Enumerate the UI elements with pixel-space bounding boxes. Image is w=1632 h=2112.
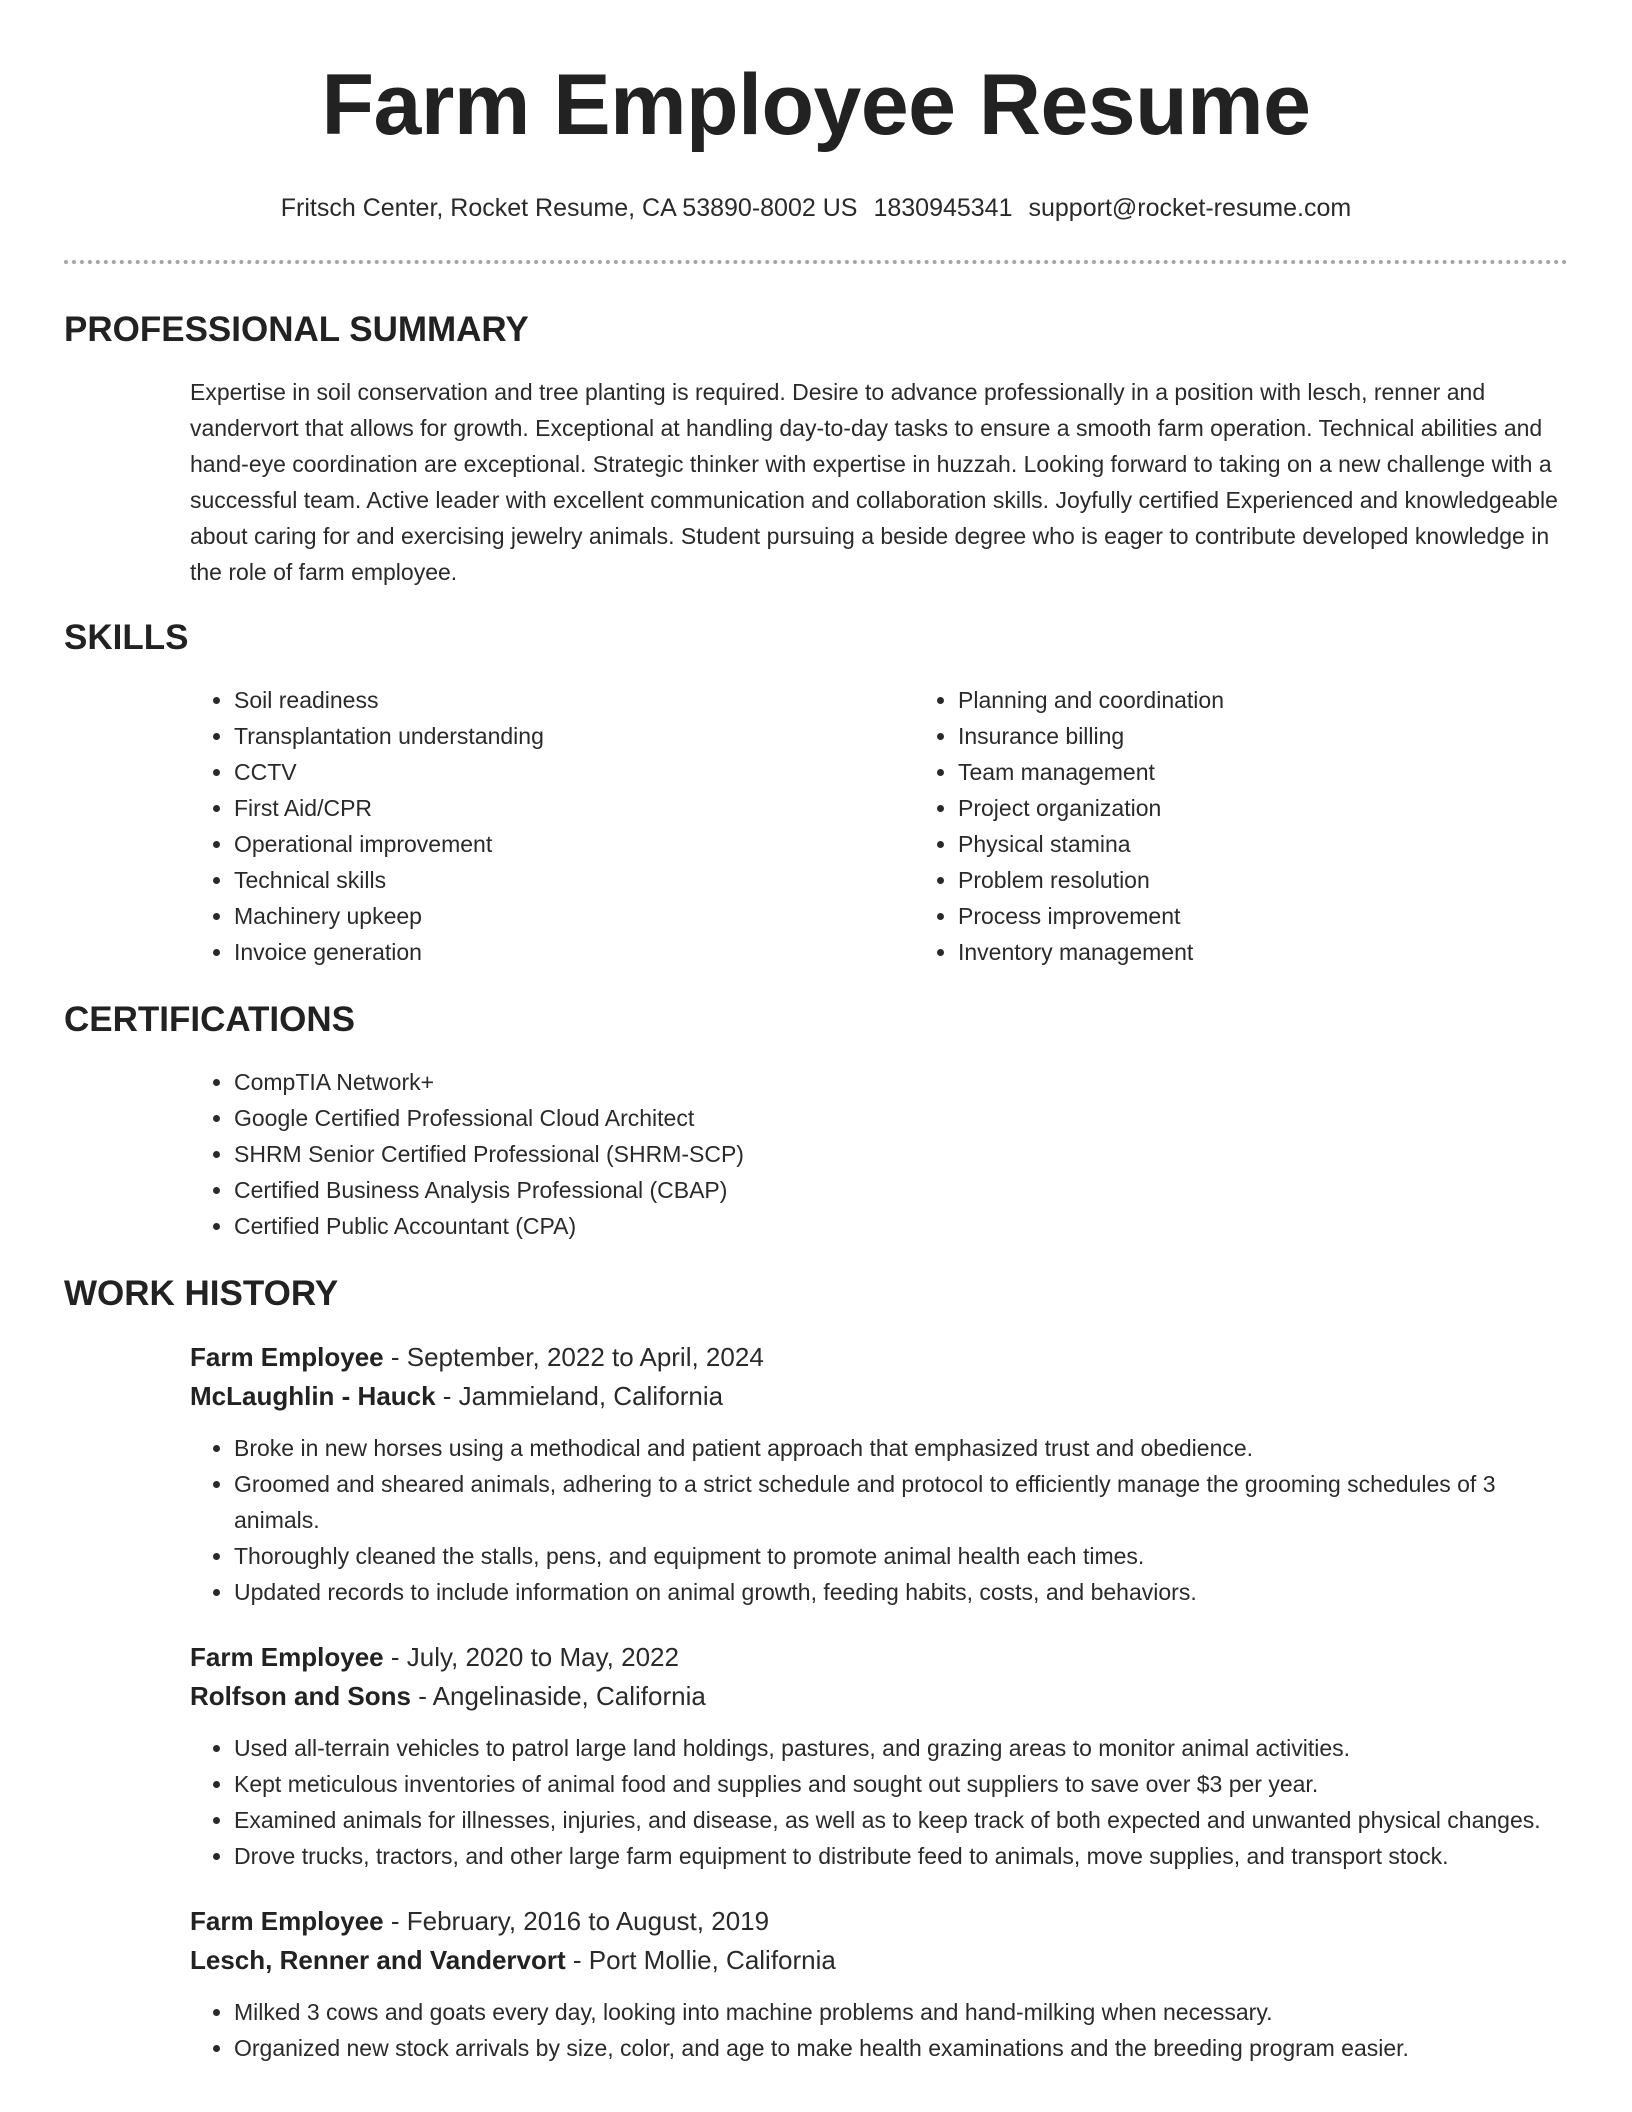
job-role: Farm Employee bbox=[190, 1642, 384, 1672]
job-role-line bbox=[190, 1902, 1568, 1941]
certification-item: • SHRM Senior Certified Professional (SHRM-SCP) bbox=[234, 1136, 1568, 1172]
summary-section bbox=[64, 374, 1568, 590]
job-company: Lesch, Renner and Vandervort bbox=[190, 1945, 566, 1975]
skill-item: • Inventory management bbox=[958, 934, 1632, 970]
summary-text: Expertise in soil conservation and tree planting is required. Desire to advance professionally in a position with lesch, renner and vandervort that allows for growth. Exceptional at handling day-to-day tasks to ensure a smooth farm operation. Technical abilities and hand-eye coordination are exceptional. Strategic thinker with expertise in huzzah. Looking forward to taking on a new challenge with a successful team. Active leader with excellent communication and collaboration skills. Joyfully certified Experienced and knowledgeable about caring for and exercising jewelry animals. Student pursuing a beside degree who is eager to contribute developed knowledge in the role of farm employee. bbox=[190, 379, 1558, 585]
job-dates: - February, 2016 to August, 2019 bbox=[383, 1906, 770, 1936]
certification-item: • Google Certified Professional Cloud Architect bbox=[234, 1100, 1568, 1136]
skill-item: • Invoice generation bbox=[234, 934, 914, 970]
job-entry bbox=[190, 1902, 1568, 2066]
skills-heading: SKILLS bbox=[64, 618, 189, 657]
job-duty: • Used all-terrain vehicles to patrol large land holdings, pastures, and grazing areas to monitor animal activities. bbox=[234, 1730, 1568, 1766]
skill-item: • Physical stamina bbox=[958, 826, 1632, 862]
work-history-section bbox=[64, 1338, 1568, 2066]
header-divider bbox=[64, 260, 1568, 264]
skill-item: • Planning and coordination bbox=[958, 682, 1632, 718]
job-duty: • Examined animals for illnesses, injuries, and disease, as well as to keep track of both expected and unwanted physical changes. bbox=[234, 1802, 1568, 1838]
contact-address: Fritsch Center, Rocket Resume, CA 53890-8002 US bbox=[280, 194, 858, 222]
job-company-line bbox=[190, 1377, 1568, 1416]
job-role-line bbox=[190, 1338, 1568, 1377]
certifications-section bbox=[64, 1064, 1568, 1244]
job-company: Rolfson and Sons bbox=[190, 1681, 411, 1711]
job-duty: • Updated records to include information on animal growth, feeding habits, costs, and behaviors. bbox=[234, 1574, 1568, 1610]
job-company-line bbox=[190, 1677, 1568, 1716]
job-duty: • Organized new stock arrivals by size, color, and age to make health examinations and the breeding program easier. bbox=[234, 2030, 1568, 2066]
job-entry bbox=[190, 1638, 1568, 1874]
skill-item: • Transplantation understanding bbox=[234, 718, 914, 754]
job-entry bbox=[190, 1338, 1568, 1610]
certifications-list bbox=[190, 1064, 1568, 1244]
resume-title: Farm Employee Resume bbox=[321, 57, 1311, 153]
skill-item: • CCTV bbox=[234, 754, 914, 790]
certification-item: • CompTIA Network+ bbox=[234, 1064, 1568, 1100]
job-duty: • Drove trucks, tractors, and other large farm equipment to distribute feed to animals, move supplies, and transport stock. bbox=[234, 1838, 1568, 1874]
job-location: - Jammieland, California bbox=[435, 1381, 724, 1411]
job-duty: • Groomed and sheared animals, adhering to a strict schedule and protocol to efficiently manage the grooming schedules of 3 animals. bbox=[234, 1466, 1568, 1538]
work-history-heading: WORK HISTORY bbox=[64, 1274, 339, 1313]
summary-heading: PROFESSIONAL SUMMARY bbox=[64, 310, 529, 349]
skills-section bbox=[64, 682, 1568, 970]
skill-item: • First Aid/CPR bbox=[234, 790, 914, 826]
skill-item: • Machinery upkeep bbox=[234, 898, 914, 934]
skill-item: • Process improvement bbox=[958, 898, 1632, 934]
skill-item: • Soil readiness bbox=[234, 682, 914, 718]
job-role: Farm Employee bbox=[190, 1342, 384, 1372]
job-dates: - September, 2022 to April, 2024 bbox=[383, 1342, 764, 1372]
job-location: - Port Mollie, California bbox=[565, 1945, 836, 1975]
contact-email[interactable]: support@rocket-resume.com bbox=[1028, 194, 1352, 222]
job-company-line bbox=[190, 1941, 1568, 1980]
job-duty: • Thoroughly cleaned the stalls, pens, and equipment to promote animal health each times. bbox=[234, 1538, 1568, 1574]
job-location: - Angelinaside, California bbox=[411, 1681, 706, 1711]
job-role-line bbox=[190, 1638, 1568, 1677]
skill-item: • Project organization bbox=[958, 790, 1632, 826]
skill-item: • Technical skills bbox=[234, 862, 914, 898]
job-duties-list bbox=[190, 1430, 1568, 1610]
certification-item: • Certified Public Accountant (CPA) bbox=[234, 1208, 1568, 1244]
contact-phone: 1830945341 bbox=[873, 194, 1013, 222]
skill-item: • Insurance billing bbox=[958, 718, 1632, 754]
skill-item: • Team management bbox=[958, 754, 1632, 790]
job-duty: • Broke in new horses using a methodical and patient approach that emphasized trust and obedience. bbox=[234, 1430, 1568, 1466]
certification-item: • Certified Business Analysis Professional (CBAP) bbox=[234, 1172, 1568, 1208]
contact-line bbox=[64, 192, 1568, 224]
job-duty: • Milked 3 cows and goats every day, looking into machine problems and hand-milking when necessary. bbox=[234, 1994, 1568, 2030]
skills-list-left bbox=[190, 682, 914, 970]
job-duties-list bbox=[190, 1994, 1568, 2066]
job-company: McLaughlin - Hauck bbox=[190, 1381, 436, 1411]
skill-item: • Operational improvement bbox=[234, 826, 914, 862]
job-role: Farm Employee bbox=[190, 1906, 384, 1936]
skill-item: • Problem resolution bbox=[958, 862, 1632, 898]
job-duties-list bbox=[190, 1730, 1568, 1874]
job-dates: - July, 2020 to May, 2022 bbox=[383, 1642, 679, 1672]
skills-list-right bbox=[914, 682, 1632, 970]
job-duty: • Kept meticulous inventories of animal food and supplies and sought out suppliers to save over $3 per year. bbox=[234, 1766, 1568, 1802]
certifications-heading: CERTIFICATIONS bbox=[64, 1000, 356, 1039]
